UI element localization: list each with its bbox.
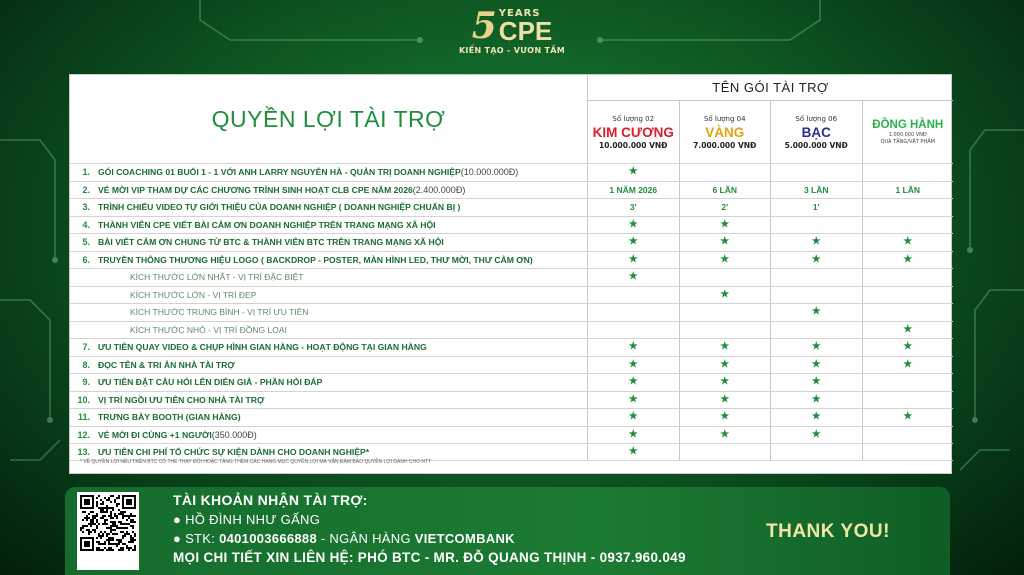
star-icon: ★ — [903, 341, 913, 353]
benefit-number: 7. — [82, 342, 90, 353]
star-icon: ★ — [628, 358, 638, 370]
footnote: * VỀ QUYỀN LỢI NÊU TRÊN BTC CÓ THỂ THAY ĐỔI HOẶC TĂNG THÊM CÁC HẠNG MỤC QUYỀN LỢI MÀ VẪN ĐẢM BẢO QUYỀN LỢI DÀNH CHO NTT — [80, 459, 432, 465]
package-cell — [587, 427, 679, 444]
package-cell — [770, 252, 862, 269]
package-cell — [587, 217, 679, 234]
benefit-text — [70, 339, 587, 356]
benefit-text — [70, 444, 587, 460]
package-cell — [770, 269, 862, 286]
cell-value: 1 LẦN — [895, 184, 921, 195]
package-cell — [587, 164, 679, 181]
table-row — [70, 251, 953, 269]
benefit-label: ƯU TIÊN ĐẶT CÂU HỎI LÊN DIỄN GIẢ - PHẦN HỎI ĐÁP — [98, 377, 323, 388]
benefit-label: KÍCH THƯỚC NHỎ - VỊ TRÍ ĐỒNG LOẠI — [130, 324, 287, 335]
package-diamond — [587, 101, 679, 163]
star-icon: ★ — [720, 236, 730, 248]
package-cell — [679, 322, 771, 339]
package-cell — [862, 322, 954, 339]
benefit-number: 3. — [82, 202, 90, 213]
benefit-rows — [70, 163, 953, 461]
star-icon: ★ — [628, 271, 638, 283]
package-cell — [679, 409, 771, 426]
package-cell — [587, 252, 679, 269]
package-cell — [862, 339, 954, 356]
package-silver — [770, 101, 862, 163]
benefit-label: KÍCH THƯỚC TRUNG BÌNH - VỊ TRÍ ƯU TIÊN — [130, 307, 309, 318]
package-cell — [679, 304, 771, 321]
package-cell — [587, 357, 679, 374]
table-row — [70, 391, 953, 409]
benefit-number: 5. — [82, 237, 90, 248]
package-cell — [862, 182, 954, 199]
package-cell — [587, 182, 679, 199]
package-price: 7.000.000 VNĐ — [693, 140, 757, 150]
table-row — [70, 373, 953, 391]
benefit-text — [70, 287, 587, 304]
package-cell — [770, 322, 862, 339]
package-cell — [862, 287, 954, 304]
benefit-text — [70, 409, 587, 426]
cell-value: 3' — [629, 202, 637, 213]
star-icon: ★ — [720, 376, 730, 388]
star-icon: ★ — [811, 411, 821, 423]
bank-account — [173, 529, 686, 548]
benefits-table — [69, 74, 952, 474]
star-icon: ★ — [720, 393, 730, 405]
package-cell — [679, 217, 771, 234]
logo-years: YEARS — [498, 8, 541, 19]
benefit-text — [70, 217, 587, 234]
package-cell — [770, 287, 862, 304]
package-price: 1.000.000 VNĐ — [888, 132, 927, 138]
package-cell — [770, 304, 862, 321]
bank-info-bar — [65, 487, 950, 575]
benefit-text — [70, 269, 587, 286]
thank-you-text: THANK YOU! — [766, 521, 890, 542]
star-icon: ★ — [628, 376, 638, 388]
benefit-text — [70, 392, 587, 409]
benefit-number: 2. — [82, 184, 90, 195]
package-columns — [587, 101, 953, 163]
table-row — [70, 268, 953, 286]
stk-number: 0401003666888 — [219, 531, 317, 546]
bank-info — [173, 491, 686, 568]
star-icon: ★ — [811, 393, 821, 405]
star-icon: ★ — [720, 288, 730, 300]
star-icon: ★ — [903, 411, 913, 423]
table-row — [70, 286, 953, 304]
package-cell — [587, 392, 679, 409]
benefit-text — [70, 427, 587, 444]
table-row — [70, 321, 953, 339]
logo-cpe: CPE — [498, 16, 553, 46]
table-row — [70, 198, 953, 216]
package-cell — [679, 392, 771, 409]
package-cell — [770, 182, 862, 199]
package-qty: Số lượng 02 — [612, 114, 655, 123]
packages-header: TÊN GÓI TÀI TRỢ — [587, 75, 953, 101]
star-icon: ★ — [628, 428, 638, 440]
star-icon: ★ — [628, 236, 638, 248]
benefit-text — [70, 374, 587, 391]
cell-value: 1' — [812, 202, 820, 213]
table-row — [70, 356, 953, 374]
star-icon: ★ — [628, 341, 638, 353]
package-cell — [587, 269, 679, 286]
package-cell — [770, 392, 862, 409]
package-cell — [587, 409, 679, 426]
package-qty: Số lượng 06 — [795, 114, 838, 123]
benefit-text — [70, 252, 587, 269]
star-icon: ★ — [628, 166, 638, 178]
benefit-number: 6. — [82, 254, 90, 265]
star-icon: ★ — [811, 236, 821, 248]
package-cell — [587, 199, 679, 216]
qr-code[interactable] — [77, 492, 139, 570]
star-icon: ★ — [628, 445, 638, 457]
package-cell — [679, 444, 771, 460]
package-cell — [862, 252, 954, 269]
bank-name: VIETCOMBANK — [414, 531, 515, 546]
package-name: ĐỒNG HÀNH — [872, 119, 944, 131]
package-cell — [770, 444, 862, 460]
benefit-label: KÍCH THƯỚC LỚN NHẤT - VỊ TRÍ ĐẶC BIỆT — [130, 272, 304, 283]
star-icon: ★ — [811, 306, 821, 318]
benefit-text — [70, 234, 587, 251]
star-icon: ★ — [720, 341, 730, 353]
package-cell — [587, 322, 679, 339]
benefit-label: TRƯNG BÀY BOOTH (GIAN HÀNG) — [98, 412, 241, 423]
star-icon: ★ — [811, 376, 821, 388]
package-cell — [862, 199, 954, 216]
benefit-value: (2.400.000Đ) — [412, 184, 466, 195]
benefit-label: ĐỌC TÊN & TRI ÂN NHÀ TÀI TRỢ — [98, 359, 235, 370]
contact-line: MỌI CHI TIẾT XIN LIÊN HỆ: PHÓ BTC - MR. ĐỖ QUANG THỊNH - 0937.960.049 — [173, 550, 686, 565]
package-cell — [862, 392, 954, 409]
star-icon: ★ — [811, 253, 821, 265]
package-cell — [770, 199, 862, 216]
star-icon: ★ — [720, 218, 730, 230]
star-icon: ★ — [628, 218, 638, 230]
table-row — [70, 303, 953, 321]
package-cell — [679, 374, 771, 391]
star-icon: ★ — [903, 358, 913, 370]
package-cell — [770, 164, 862, 181]
star-icon: ★ — [720, 253, 730, 265]
package-cell — [679, 287, 771, 304]
benefit-text — [70, 322, 587, 339]
benefit-label: THÀNH VIÊN CPE VIẾT BÀI CẢM ƠN DOANH NGHIỆP TRÊN TRANG MẠNG XÃ HỘI — [98, 219, 436, 230]
star-icon: ★ — [720, 428, 730, 440]
benefit-label: BÀI VIẾT CẢM ƠN CHUNG TỪ BTC & THÀNH VIÊN BTC TRÊN TRANG MẠNG XÃ HỘI — [98, 237, 444, 248]
benefit-label: ƯU TIÊN QUAY VIDEO & CHỤP HÌNH GIAN HÀNG - HOẠT ĐỘNG TẠI GIAN HÀNG — [98, 342, 427, 353]
package-cell — [587, 287, 679, 304]
table-row — [70, 233, 953, 251]
benefit-text — [70, 304, 587, 321]
benefit-value: (350.000Đ) — [211, 429, 257, 440]
package-cell — [679, 252, 771, 269]
star-icon: ★ — [903, 236, 913, 248]
table-row — [70, 163, 953, 181]
benefit-number: 4. — [82, 219, 90, 230]
star-icon: ★ — [903, 253, 913, 265]
package-cell — [862, 357, 954, 374]
package-cell — [770, 339, 862, 356]
package-cell — [770, 217, 862, 234]
star-icon: ★ — [811, 358, 821, 370]
package-cell — [587, 444, 679, 460]
star-icon: ★ — [720, 358, 730, 370]
benefit-number: 13. — [77, 446, 90, 457]
benefit-text — [70, 164, 587, 181]
package-cell — [862, 217, 954, 234]
benefit-label: TRÌNH CHIẾU VIDEO TỰ GIỚI THIỆU CỦA DOANH NGHIỆP ( DOANH NGHIỆP CHUẨN BỊ ) — [98, 202, 461, 213]
benefit-number: 12. — [77, 429, 90, 440]
cpe-logo — [454, 5, 570, 66]
package-cell — [679, 199, 771, 216]
cell-value: 1 NĂM 2026 — [609, 184, 658, 195]
logo-five: 5 — [471, 5, 497, 47]
benefit-label: VÉ MỜI ĐI CÙNG +1 NGƯỜI — [98, 429, 212, 440]
benefit-number: 9. — [82, 377, 90, 388]
package-cell — [862, 374, 954, 391]
page-title: QUYỀN LỢI TÀI TRỢ — [211, 105, 446, 132]
star-icon: ★ — [811, 428, 821, 440]
cell-value: 3 LẦN — [803, 184, 829, 195]
package-name: KIM CƯƠNG — [592, 124, 674, 140]
package-name: BẠC — [801, 124, 831, 140]
star-icon: ★ — [903, 323, 913, 335]
benefit-value: (10.000.000Đ) — [460, 167, 519, 178]
table-row — [70, 338, 953, 356]
star-icon: ★ — [720, 411, 730, 423]
bank-holder: ● HỒ ĐÌNH NHƯ GẤNG — [173, 512, 321, 527]
benefit-number: 1. — [82, 167, 90, 178]
benefit-label: VÉ MỜI VIP THAM DỰ CÁC CHƯƠNG TRÌNH SINH HOẠT CLB CPE NĂM 2026 — [98, 184, 413, 195]
package-cell — [770, 409, 862, 426]
bank-prefix: - NGÂN HÀNG — [316, 531, 415, 546]
benefit-number: 8. — [82, 359, 90, 370]
package-cell — [679, 269, 771, 286]
package-cell — [770, 234, 862, 251]
table-row — [70, 408, 953, 426]
package-name: VÀNG — [705, 124, 745, 140]
package-cell — [679, 427, 771, 444]
cell-value: 6 LẦN — [712, 184, 738, 195]
stk-prefix: ● STK: — [173, 531, 220, 546]
title-area — [70, 75, 587, 163]
package-cell — [587, 234, 679, 251]
bank-title: TÀI KHOẢN NHẬN TÀI TRỢ: — [173, 492, 368, 508]
star-icon: ★ — [628, 253, 638, 265]
package-cell — [862, 427, 954, 444]
table-row — [70, 181, 953, 199]
benefit-label: GÓI COACHING 01 BUỔI 1 - 1 VỚI ANH LARRY NGUYỄN HÀ - QUẢN TRỊ DOANH NGHIỆP — [98, 167, 461, 178]
benefit-label: TRUYỀN THÔNG THƯƠNG HIỆU LOGO ( BACKDROP - POSTER, MÀN HÌNH LED, THƯ MỜI, THƯ CẢM ƠN) — [98, 254, 533, 265]
package-cell — [587, 339, 679, 356]
package-cell — [862, 304, 954, 321]
package-cell — [862, 164, 954, 181]
benefit-text — [70, 182, 587, 199]
package-price: 10.000.000 VNĐ — [599, 140, 668, 150]
package-gift: QUÀ TẶNG/VẬT PHẨM — [880, 139, 935, 145]
package-qty: Số lượng 04 — [703, 114, 746, 123]
star-icon: ★ — [811, 341, 821, 353]
package-cell — [679, 164, 771, 181]
benefit-text — [70, 199, 587, 216]
benefit-number: 10. — [77, 394, 90, 405]
star-icon: ★ — [628, 393, 638, 405]
benefit-text — [70, 357, 587, 374]
table-row — [70, 426, 953, 444]
package-price: 5.000.000 VNĐ — [784, 140, 848, 150]
package-cell — [862, 444, 954, 460]
package-cell — [679, 234, 771, 251]
package-cell — [770, 357, 862, 374]
package-gold — [679, 101, 771, 163]
package-companion — [862, 101, 954, 163]
package-cell — [862, 409, 954, 426]
logo-tagline: KIẾN TẠO - VƯƠN TẦM — [458, 46, 566, 55]
package-cell — [770, 374, 862, 391]
package-cell — [862, 269, 954, 286]
package-cell — [587, 374, 679, 391]
benefit-label: VỊ TRÍ NGỒI ƯU TIÊN CHO NHÀ TÀI TRỢ — [98, 394, 265, 405]
benefit-label: KÍCH THƯỚC LỚN - VỊ TRÍ ĐẸP — [130, 289, 257, 300]
table-row — [70, 443, 953, 461]
cell-value: 2' — [721, 202, 729, 213]
package-cell — [679, 182, 771, 199]
star-icon: ★ — [628, 411, 638, 423]
table-row — [70, 216, 953, 234]
package-cell — [679, 339, 771, 356]
benefit-label: ƯU TIÊN CHI PHÍ TỔ CHỨC SỰ KIỆN DÀNH CHO DOANH NGHIỆP* — [98, 446, 370, 457]
benefit-number: 11. — [77, 412, 90, 423]
package-cell — [770, 427, 862, 444]
package-cell — [679, 357, 771, 374]
package-cell — [587, 304, 679, 321]
package-cell — [862, 234, 954, 251]
